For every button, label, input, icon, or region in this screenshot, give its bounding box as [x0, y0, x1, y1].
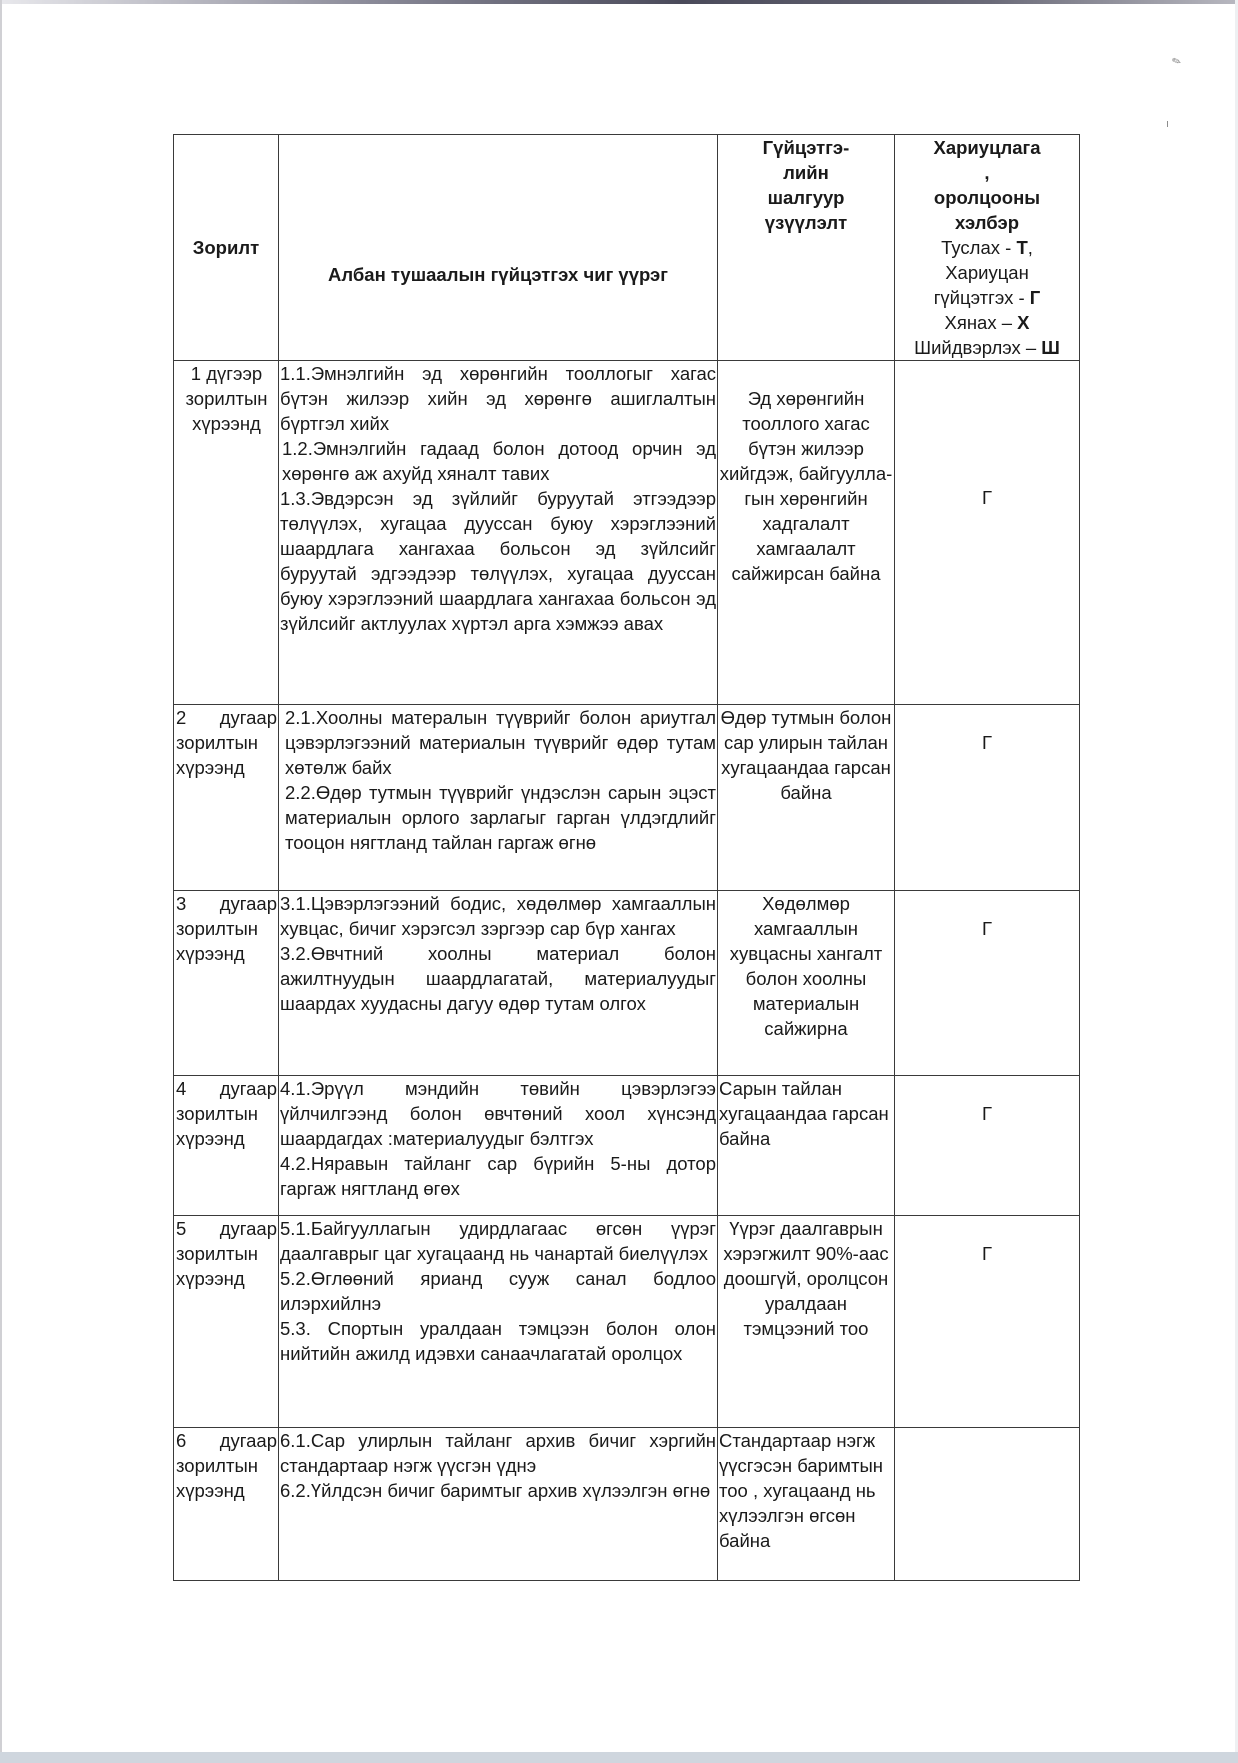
table-row [174, 1428, 1080, 1581]
responsibility-cell [895, 361, 1080, 705]
duty-item: 1.3.Эвдэрсэн эд зүйлийг буруутай этгээдээр төлүүлэх, хугацаа дууссан буюу хэрэглээний шаардлага хангахаа больсон эд зүйлсийг буруутай эдгээдээр төлүүлэх, хугацаа дууссан буюу хэрэглээний шаардлага хангахаа больсон эд зүйлсийг актлуулах хүртэл арга хэмжээ авах [280, 488, 716, 634]
goal-cell [174, 1216, 279, 1428]
criteria-cell [718, 705, 895, 891]
header-resp-title: Хариуцлага [933, 137, 1041, 158]
duty-item: 1.2.Эмнэлгийн гадаад болон дотоод орчин эд хөрөнгө аж ахуйд хяналт тавих [282, 438, 716, 484]
table-row [174, 705, 1080, 891]
legend-control [896, 310, 1078, 335]
header-criteria-line: лийн [783, 162, 829, 183]
goal-line: зорилтын [176, 732, 258, 753]
criteria-cell [718, 361, 895, 705]
goal-line: 1 дүгээр [190, 363, 263, 384]
goal-line: зорилтын [185, 388, 268, 409]
scan-edge-bottom [0, 1752, 1238, 1763]
header-duty [279, 135, 718, 361]
duties-cell [279, 1428, 718, 1581]
header-criteria-line: Гүйцэтгэ- [762, 137, 850, 158]
duty-item: 2.2.Өдөр тутмын түүврийг үндэслэн сарын эцэст материалын орлого зарлагыг гарган үлдэгдлийг тооцон нягтланд тайлан гаргаж өгнө [285, 782, 716, 853]
table-header-row [174, 135, 1080, 361]
criteria-cell [718, 891, 895, 1076]
criteria-cell [718, 1216, 895, 1428]
duty-item: 4.2.Няравын тайланг сар бүрийн 5-ны дотор гаргаж нягтланд өгөх [280, 1153, 716, 1199]
responsibility-code: Г [981, 732, 993, 753]
duty-item: 2.1.Хоолны матералын түүврийг болон ариутгал цэвэрлэгээний материалын түүврийг өдөр тутам хөтөлж байх [285, 707, 716, 778]
goal-line: 2 дугаар [176, 707, 277, 728]
legend-label: Шийдвэрлэх – [914, 337, 1042, 358]
duties-cell [279, 1076, 718, 1216]
goal-line: зорилтын [176, 1103, 258, 1124]
header-duty-text: Албан тушаалын гүйцэтгэх чиг үүрэг [328, 264, 668, 285]
duty-item: 3.2.Өвчтний хоолны материал болон ажилтнуудын шаардлагатай, материалуудыг шаардах хуудасны дагуу өдөр тутам олгох [280, 943, 716, 1014]
job-duties-table [173, 134, 1080, 1581]
goal-cell [174, 361, 279, 705]
table-row [174, 361, 1080, 705]
goal-line: 5 дугаар [176, 1218, 277, 1239]
duty-item: 6.1.Сар улирлын тайланг архив бичиг хэргийн стандартаар нэгж үүсгэн үднэ [280, 1430, 716, 1476]
goal-line: хүрээнд [176, 1268, 245, 1289]
header-criteria-line: үзүүлэлт [764, 212, 848, 233]
responsibility-code: Г [981, 918, 993, 939]
criteria-text: Эд хөрөнгийн тооллого хагас бүтэн жилээр хийгдэж, байгуулла-гын хөрөнгийн хадгалалт хамгаалалт сайжирсан байна [719, 388, 893, 584]
duty-item: 4.1.Эрүүл мэндийн төвийн цэвэрлэгээ үйлчилгээнд болон өвчтөний хоол хүнсэнд шаардагдах :материалуудыг бэлтгэх [280, 1078, 716, 1149]
handwritten-mark: ✎ [1170, 54, 1184, 70]
duty-item: 3.1.Цэвэрлэгээний бодис, хөдөлмөр хамгааллын хувцас, бичиг хэрэгсэл зэргээр сар бүр хангах [280, 893, 716, 939]
goal-line: хүрээнд [192, 413, 261, 434]
responsibility-cell [895, 1428, 1080, 1581]
goal-line: хүрээнд [176, 943, 245, 964]
responsibility-code: Г [981, 1103, 993, 1124]
duty-item: 1.1.Эмнэлгийн эд хөрөнгийн тооллогыг хагас бүтэн жилээр хийн эд хөрөнгө ашиглалтын бүртгэл хийх [280, 363, 716, 434]
legend-label: Туслах - [941, 237, 1017, 258]
criteria-text: Сарын тайлан хугацаандаа гарсан байна [719, 1078, 889, 1149]
legend-code: Т [1016, 237, 1028, 258]
legend-code: Х [1017, 312, 1030, 333]
legend-code: Г [1029, 287, 1041, 308]
duty-item: 5.3. Спортын уралдаан тэмцээн болон олон нийтийн ажилд идэвхи санаачлагатай оролцох [280, 1318, 716, 1364]
responsibility-cell [895, 705, 1080, 891]
duty-item: 5.2.Өглөөний ярианд сууж санал бодлоо илэрхийлнэ [280, 1268, 716, 1314]
goal-line: хүрээнд [176, 757, 245, 778]
duties-cell [279, 705, 718, 891]
legend-execute [896, 285, 1078, 310]
criteria-cell [718, 1428, 895, 1581]
header-resp-title: , [984, 162, 990, 183]
responsibility-cell [895, 1076, 1080, 1216]
criteria-text: Стандартаар нэгж үүсгэсэн баримтын тоо , хугацаанд нь хүлээлгэн өгсөн байна [719, 1430, 883, 1551]
responsibility-cell [895, 1216, 1080, 1428]
goal-line: хүрээнд [176, 1128, 245, 1149]
header-criteria [718, 135, 895, 361]
goal-cell [174, 1428, 279, 1581]
duty-item: 6.2.Үйлдсэн бичиг баримтыг архив хүлээлгэн өгнө [280, 1480, 711, 1501]
goal-cell [174, 891, 279, 1076]
goal-line: зорилтын [176, 1455, 258, 1476]
duties-cell [279, 1216, 718, 1428]
legend-label: Хариуцан [945, 262, 1029, 283]
duties-cell [279, 891, 718, 1076]
duties-cell [279, 361, 718, 705]
legend-assist [896, 235, 1078, 260]
header-goal: Зорилт [174, 135, 279, 361]
legend-label: гүйцэтгэх - [933, 287, 1030, 308]
criteria-text: Өдөр тутмын болон сар улирын тайлан хугацаандаа гарсан байна [720, 707, 892, 803]
table-row [174, 1076, 1080, 1216]
legend-code: Ш [1041, 337, 1060, 358]
goal-line: зорилтын [176, 918, 258, 939]
criteria-text: Үүрэг даалгаврын хэрэгжилт 90%-аас доошгүй, оролцсон уралдаан тэмцээний тоо [723, 1218, 889, 1339]
goal-line: 3 дугаар [176, 893, 277, 914]
criteria-text: Хөдөлмөр хамгааллын хувцасны хангалт болон хоолны материалын сайжирна [729, 893, 883, 1039]
header-criteria-line: шалгуур [767, 187, 845, 208]
scan-edge-left [0, 0, 2, 1763]
legend-responsible [896, 260, 1078, 285]
legend-suffix: , [1027, 237, 1033, 258]
legend-decide [896, 335, 1078, 360]
header-responsibility [895, 135, 1080, 361]
goal-line: хүрээнд [176, 1480, 245, 1501]
goal-cell [174, 1076, 279, 1216]
handwritten-mark: ı [1166, 118, 1170, 130]
goal-line: 6 дугаар [176, 1430, 277, 1451]
goal-line: 4 дугаар [176, 1078, 277, 1099]
header-resp-title: оролцооны [933, 187, 1041, 208]
duty-item: 5.1.Байгууллагын удирдлагаас өгсөн үүрэг даалгаврыг цаг хугацаанд нь чанартай биелүүлэх [280, 1218, 716, 1264]
table-row [174, 1216, 1080, 1428]
goal-cell [174, 705, 279, 891]
criteria-cell [718, 1076, 895, 1216]
responsibility-cell [895, 891, 1080, 1076]
goal-line: зорилтын [176, 1243, 258, 1264]
header-resp-title: хэлбэр [954, 212, 1019, 233]
legend-label: Хянах – [944, 312, 1018, 333]
responsibility-code: Г [981, 487, 993, 508]
table-row [174, 891, 1080, 1076]
scan-edge-top [0, 0, 1238, 4]
responsibility-code: Г [981, 1243, 993, 1264]
